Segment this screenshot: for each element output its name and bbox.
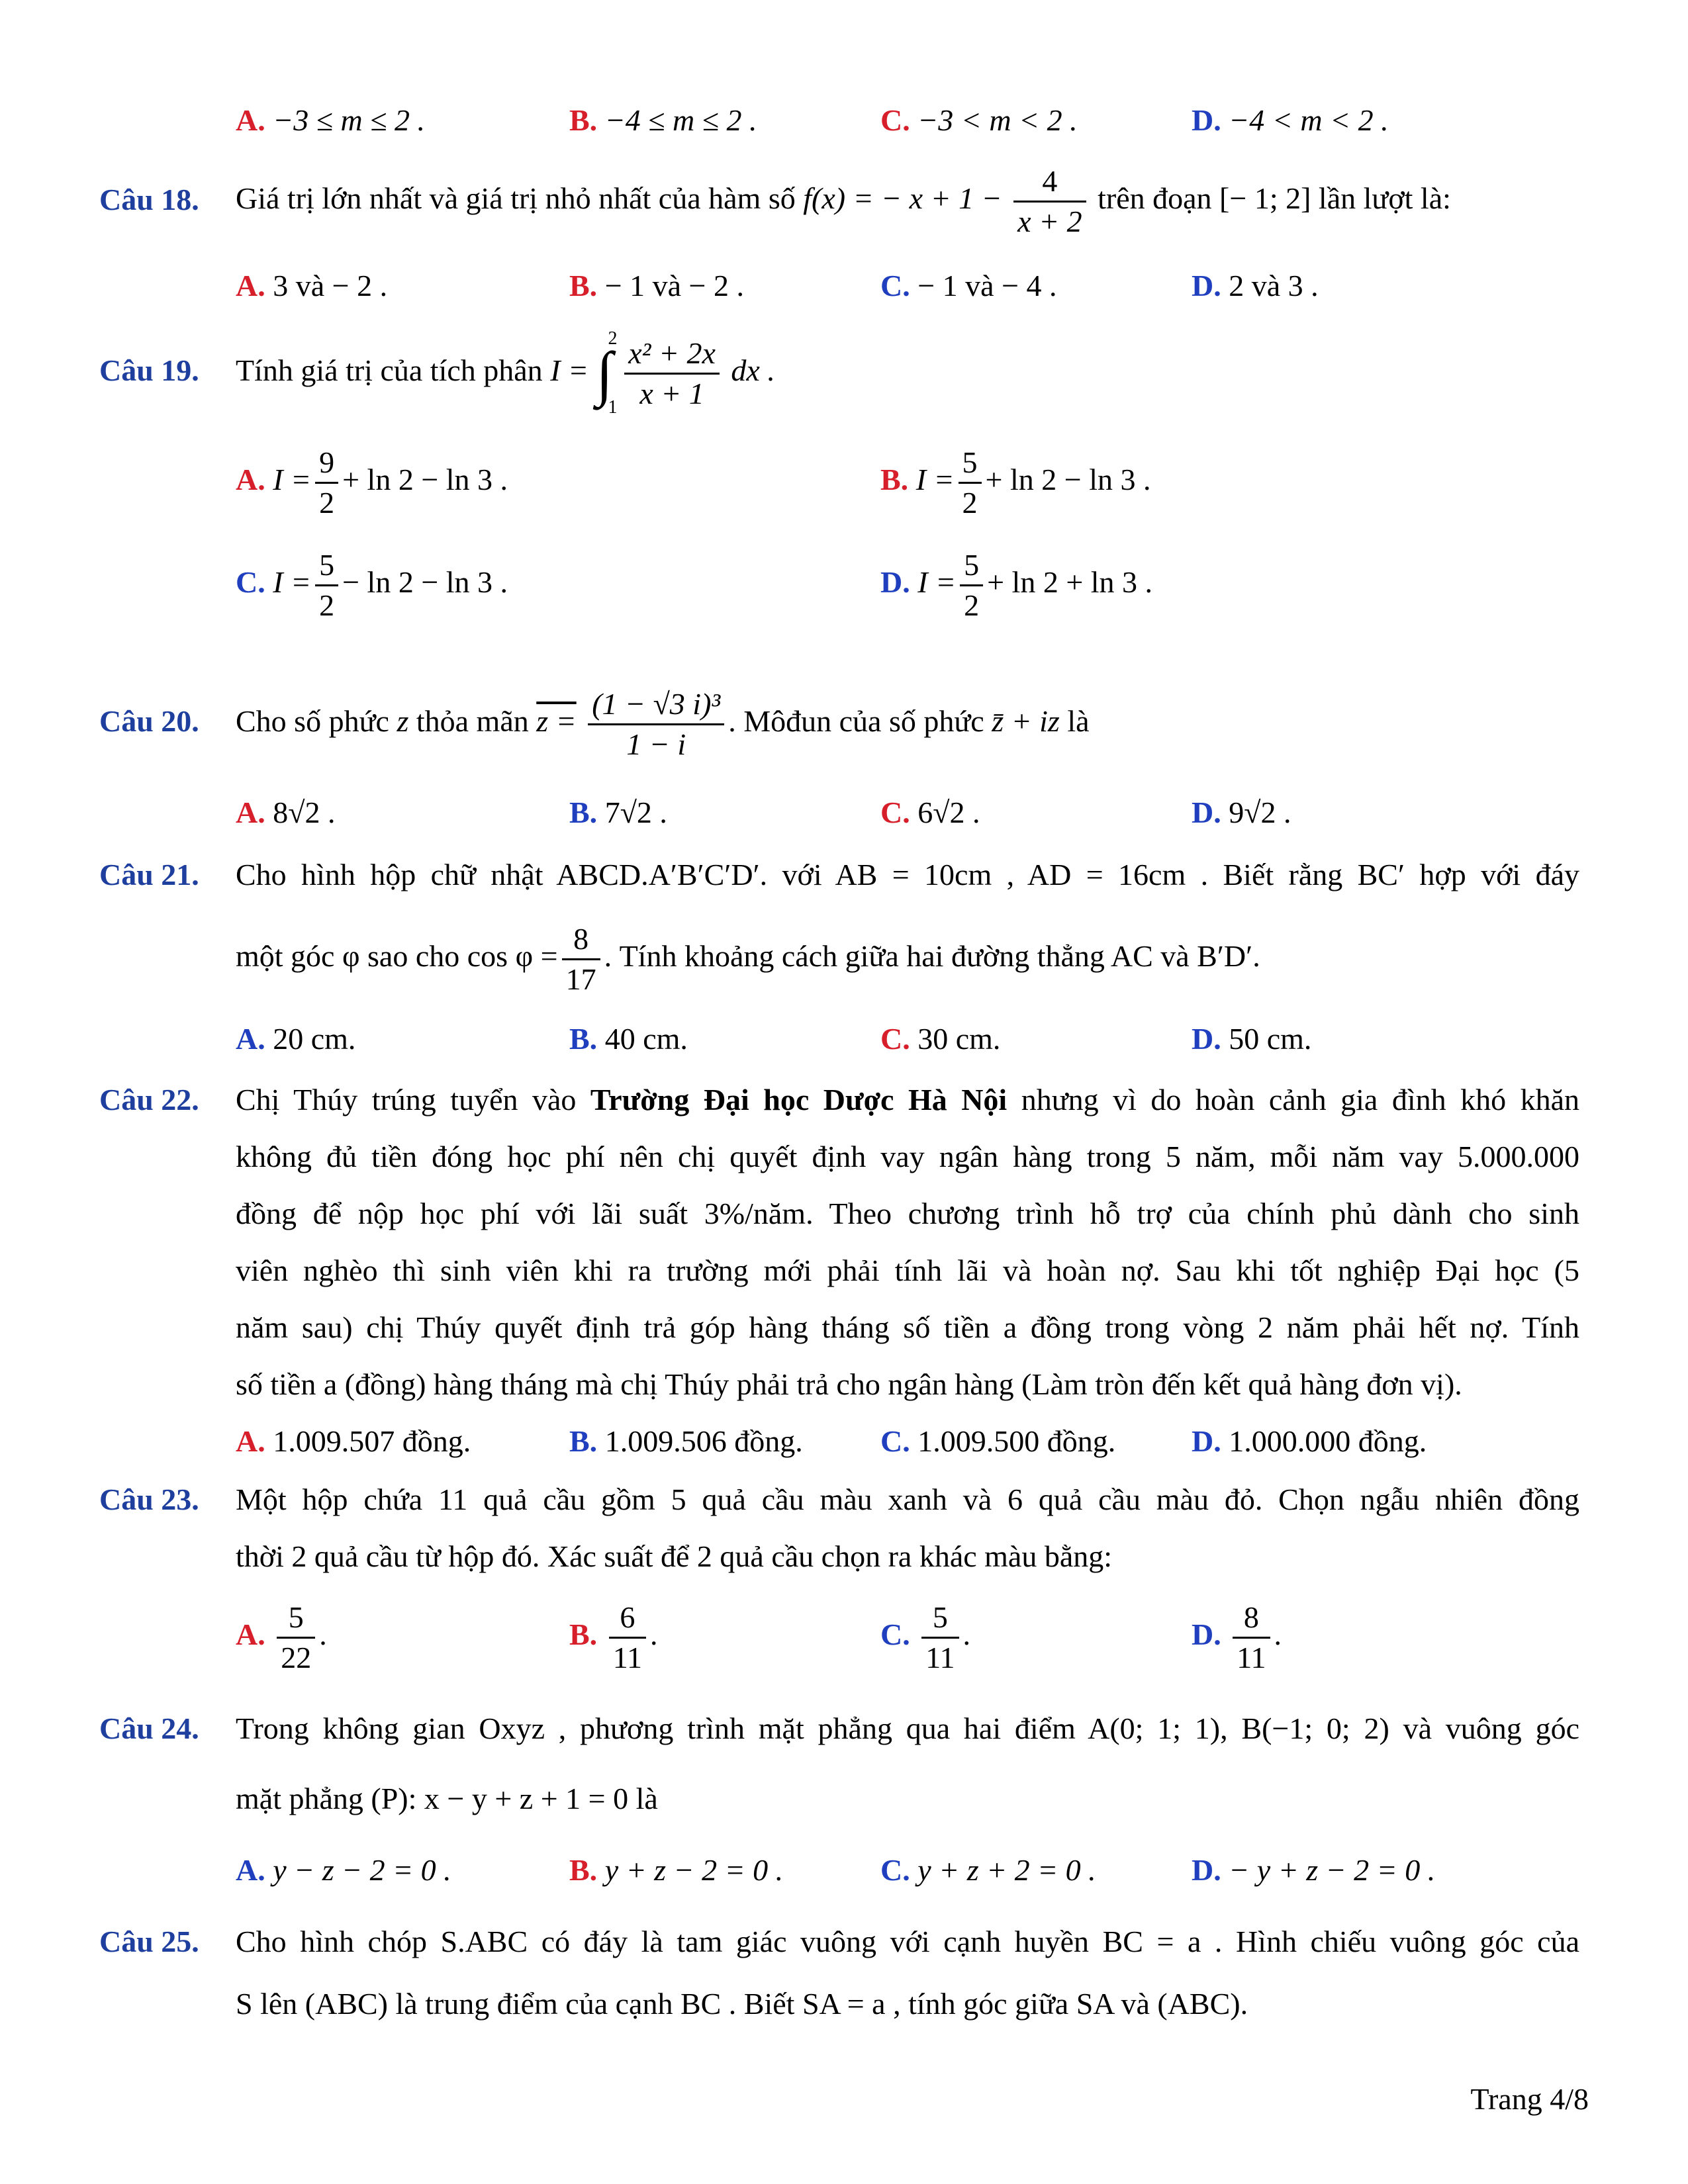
q19-stem xyxy=(236,318,775,424)
option-label: A. xyxy=(236,1424,265,1458)
option-label: D. xyxy=(1192,1617,1221,1651)
q18-option-a xyxy=(236,266,387,306)
q20-text-post: . Môđun của số phức xyxy=(728,704,984,738)
option-label: D. xyxy=(1192,796,1221,829)
denominator: 1 − i xyxy=(626,727,686,761)
option-text: 30 cm. xyxy=(917,1022,1001,1056)
q25-line2: S lên (ABC) là trung điểm của cạnh BC . Biết SA = a , tính góc giữa SA và (ABC). xyxy=(236,1987,1248,2021)
option-text: 9√2 . xyxy=(1229,796,1291,829)
denominator: 11 xyxy=(925,1640,955,1674)
option-text: − 1 và − 4 . xyxy=(917,269,1057,302)
question-label: Câu 25. xyxy=(99,1925,199,1958)
q20-option-d xyxy=(1192,793,1291,833)
option-text: 50 cm. xyxy=(1229,1022,1312,1056)
q22-school-name: Trường Đại học Dược Hà Nội xyxy=(590,1083,1008,1116)
option-label: C. xyxy=(880,1617,910,1651)
option-label: C. xyxy=(880,269,910,302)
q21-option-a xyxy=(236,1019,355,1059)
numerator: 5 xyxy=(277,1602,315,1639)
option-label: B. xyxy=(569,1853,598,1887)
q24-option-a xyxy=(236,1850,451,1890)
question-label: Câu 20. xyxy=(99,704,199,738)
question-label: Câu 19. xyxy=(99,353,199,387)
option-pre: I = xyxy=(273,565,312,599)
denominator: x + 1 xyxy=(639,376,704,410)
q18-fraction xyxy=(1013,163,1086,238)
option-label: B. xyxy=(569,796,598,829)
q22-option-a xyxy=(236,1422,471,1461)
option-fraction xyxy=(921,1602,959,1673)
option-label: D. xyxy=(880,565,910,599)
q24-option-d xyxy=(1192,1850,1435,1890)
option-fraction xyxy=(315,547,338,622)
denominator: 11 xyxy=(1237,1640,1266,1674)
q19-option-c xyxy=(236,543,508,622)
option-fraction xyxy=(960,547,983,622)
q20-option-c xyxy=(880,793,980,833)
q24-line1: Trong không gian Oxyz , phương trình mặt phẳng qua hai điểm A(0; 1; 1), B(−1; 0; 2) và vuông góc xyxy=(236,1711,1579,1745)
q20-stem xyxy=(236,668,1090,774)
option-text: y + z + 2 = 0 . xyxy=(917,1853,1096,1887)
q23-option-d: D. $\frac{8}{11}$ . xyxy=(1192,1600,1282,1674)
option-post: + ln 2 − ln 3 . xyxy=(985,463,1151,496)
q24-option-b xyxy=(569,1850,783,1890)
q23-line2: thời 2 quả cầu từ hộp đó. Xác suất để 2 quả cầu chọn ra khác màu bằng: xyxy=(236,1539,1113,1573)
lower-limit: 1 xyxy=(608,397,618,418)
question-label: Câu 21. xyxy=(99,858,199,891)
option-text: 3 và − 2 . xyxy=(273,269,388,302)
option-label: B. xyxy=(569,1022,598,1056)
option-text: −4 ≤ m ≤ 2 . xyxy=(604,103,757,137)
option-label: C. xyxy=(236,565,265,599)
q20-expr: z̄ + iz xyxy=(992,704,1060,738)
q22-line1-pre: Chị Thúy trúng tuyển vào xyxy=(236,1083,577,1116)
option-label: D. xyxy=(1192,1853,1221,1887)
denominator: x + 2 xyxy=(1017,204,1082,238)
q24-line2: mặt phẳng (P): x − y + z + 1 = 0 là xyxy=(236,1782,658,1815)
q17-option-a xyxy=(236,101,425,140)
integral-sign-icon: ∫ 2 1 xyxy=(596,328,618,418)
option-label: A. xyxy=(236,1617,265,1651)
numerator: 8 xyxy=(1233,1602,1270,1639)
numerator: x² + 2x xyxy=(624,338,720,375)
q22-line3: đồng để nộp học phí với lãi suất 3%/năm. Theo chương trình hỗ trợ của chính phủ dành cho sinh xyxy=(236,1197,1579,1230)
denominator: 17 xyxy=(565,962,596,996)
option-text: −3 < m < 2 . xyxy=(917,103,1078,137)
option-text: 20 cm. xyxy=(273,1022,356,1056)
denominator: 11 xyxy=(612,1640,642,1674)
option-label: D. xyxy=(1192,103,1221,137)
option-label: D. xyxy=(1192,1424,1221,1458)
option-text: −3 ≤ m ≤ 2 . xyxy=(273,103,425,137)
q17-option-b xyxy=(569,101,757,140)
q18-stem xyxy=(236,159,1451,238)
q18-option-b xyxy=(569,266,744,306)
q22-line4: viên nghèo thì sinh viên khi ra trường mới phải tính lãi và hoàn nợ. Sau khi tốt nghiệp Đại học (5 xyxy=(236,1253,1579,1287)
option-text: 2 và 3 . xyxy=(1229,269,1319,302)
option-label: C. xyxy=(880,1022,910,1056)
option-text: y − z − 2 = 0 . xyxy=(273,1853,451,1887)
q18-text: Giá trị lớn nhất và giá trị nhỏ nhất của hàm số xyxy=(236,181,796,215)
q22-line1 xyxy=(236,1080,1579,1120)
option-label: A. xyxy=(236,1022,265,1056)
q23-line1: Một hộp chứa 11 quả cầu gồm 5 quả cầu màu xanh và 6 quả cầu màu đỏ. Chọn ngẫu nhiên đồng xyxy=(236,1482,1579,1516)
option-post: + ln 2 − ln 3 . xyxy=(342,463,508,496)
q18-option-d xyxy=(1192,266,1319,306)
q19-option-d xyxy=(880,543,1152,622)
question-label: Câu 22. xyxy=(99,1083,199,1116)
option-fraction xyxy=(315,447,338,518)
q18-option-c xyxy=(880,266,1057,306)
numerator: (1 − √3 i)³ xyxy=(588,689,724,725)
q22-line2: không đủ tiền đóng học phí nên chị quyết định vay ngân hàng trong 5 năm, mỗi năm vay 5.000.000 xyxy=(236,1140,1579,1173)
option-label: A. xyxy=(236,103,265,137)
q19-dx: dx . xyxy=(731,353,775,387)
numerator: 5 xyxy=(959,447,982,484)
q20-option-a xyxy=(236,793,335,833)
q17-option-c xyxy=(880,101,1078,140)
option-text: 1.009.507 đồng. xyxy=(273,1424,471,1458)
q23-option-c: C. $\frac{5}{11}$ . xyxy=(880,1600,971,1674)
q19-option-a xyxy=(236,440,508,520)
option-label: A. xyxy=(236,269,265,302)
option-label: B. xyxy=(880,463,909,496)
q18-text-post: trên đoạn [− 1; 2] lần lượt là: xyxy=(1098,181,1451,215)
q23-option-b: B. $\frac{6}{11}$ . xyxy=(569,1600,658,1674)
option-label: C. xyxy=(880,1424,910,1458)
q21-option-b xyxy=(569,1019,688,1059)
q21-line2-post: . Tính khoảng cách giữa hai đường thẳng AC và B′D′. xyxy=(604,939,1260,973)
option-label: B. xyxy=(569,1617,598,1651)
option-pre: I = xyxy=(273,463,312,496)
numerator: 6 xyxy=(609,1602,646,1639)
option-label: A. xyxy=(236,796,265,829)
option-fraction xyxy=(277,1602,315,1673)
q22-option-b xyxy=(569,1422,803,1461)
denominator: 2 xyxy=(319,588,335,622)
option-label: A. xyxy=(236,1853,265,1887)
option-post: + ln 2 + ln 3 . xyxy=(987,565,1153,599)
option-text: 40 cm. xyxy=(604,1022,688,1056)
option-label: B. xyxy=(569,1424,598,1458)
q21-option-d xyxy=(1192,1019,1311,1059)
q20-zbar: z = xyxy=(536,704,577,738)
numerator: 4 xyxy=(1013,166,1086,203)
option-label: C. xyxy=(880,796,910,829)
q21-line1: Cho hình hộp chữ nhật ABCD.A′B′C′D′. với AB = 10cm , AD = 16cm . Biết rằng BC′ hợp với đáy xyxy=(236,858,1579,891)
q22-line1-post: nhưng vì do hoàn cảnh gia đình khó khăn xyxy=(1021,1083,1580,1116)
q21-line2 xyxy=(236,917,1260,996)
q19-text: Tính giá trị của tích phân xyxy=(236,353,543,387)
q22-option-c xyxy=(880,1422,1115,1461)
option-label: B. xyxy=(569,269,598,302)
question-label: Câu 24. xyxy=(99,1711,199,1745)
numerator: 5 xyxy=(315,550,338,586)
option-text: 6√2 . xyxy=(917,796,980,829)
option-label: C. xyxy=(880,103,910,137)
option-post: − ln 2 − ln 3 . xyxy=(342,565,508,599)
q22-option-d xyxy=(1192,1422,1427,1461)
option-pre: I = xyxy=(917,565,957,599)
page-number: Trang 4/8 xyxy=(1470,2082,1589,2116)
q19-fraction xyxy=(624,338,720,409)
q23-option-a: A. $\frac{5}{22}$ . xyxy=(236,1600,327,1674)
option-label: B. xyxy=(569,103,598,137)
q18-function: f(x) = − x + 1 − xyxy=(803,181,1002,215)
q21-line2-pre: một góc φ sao cho cos φ = xyxy=(236,939,558,973)
option-text: 1.009.506 đồng. xyxy=(604,1424,803,1458)
q19-option-b xyxy=(880,440,1151,520)
q21-fraction xyxy=(562,921,600,996)
option-text: 7√2 . xyxy=(604,796,667,829)
question-label: Câu 18. xyxy=(99,183,199,216)
q20-text: Cho số phức xyxy=(236,704,389,738)
q19-I: I = xyxy=(550,353,589,387)
denominator: 2 xyxy=(962,485,978,520)
q21-option-c xyxy=(880,1019,1000,1059)
q22-line6: số tiền a (đồng) hàng tháng mà chị Thúy phải trả cho ngân hàng (Làm tròn đến kết quả hàng đơn vị). xyxy=(236,1367,1462,1401)
option-text: − 1 và − 2 . xyxy=(604,269,744,302)
question-label: Câu 23. xyxy=(99,1482,199,1516)
option-pre: I = xyxy=(915,463,955,496)
q22-line5: năm sau) chị Thúy quyết định trả góp hàng tháng số tiền a đồng trong vòng 2 năm phải hết nợ. Tính xyxy=(236,1310,1579,1344)
upper-limit: 2 xyxy=(608,328,618,349)
option-text: 1.009.500 đồng. xyxy=(917,1424,1116,1458)
option-label: C. xyxy=(880,1853,910,1887)
option-text: − y + z − 2 = 0 . xyxy=(1229,1853,1436,1887)
numerator: 5 xyxy=(960,550,983,586)
option-fraction xyxy=(959,447,982,518)
option-label: D. xyxy=(1192,1022,1221,1056)
option-text: y + z − 2 = 0 . xyxy=(604,1853,784,1887)
q20-text-end: là xyxy=(1067,704,1090,738)
option-text: −4 < m < 2 . xyxy=(1229,103,1389,137)
option-text: 8√2 . xyxy=(273,796,336,829)
denominator: 22 xyxy=(281,1640,312,1674)
q25-line1: Cho hình chóp S.ABC có đáy là tam giác vuông với cạnh huyền BC = a . Hình chiếu vuông góc của xyxy=(236,1925,1579,1958)
q20-z: z xyxy=(397,704,409,738)
q20-option-b xyxy=(569,793,667,833)
option-fraction xyxy=(1233,1602,1270,1673)
option-fraction xyxy=(609,1602,646,1673)
q24-option-c xyxy=(880,1850,1096,1890)
q17-option-d xyxy=(1192,101,1389,140)
numerator: 8 xyxy=(562,924,600,960)
option-label: A. xyxy=(236,463,265,496)
q20-fraction xyxy=(588,686,724,761)
q20-text-mid: thỏa mãn xyxy=(416,704,529,738)
option-label: D. xyxy=(1192,269,1221,302)
numerator: 9 xyxy=(315,447,338,484)
numerator: 5 xyxy=(921,1602,959,1639)
option-text: 1.000.000 đồng. xyxy=(1229,1424,1427,1458)
denominator: 2 xyxy=(964,588,980,622)
denominator: 2 xyxy=(319,485,335,520)
